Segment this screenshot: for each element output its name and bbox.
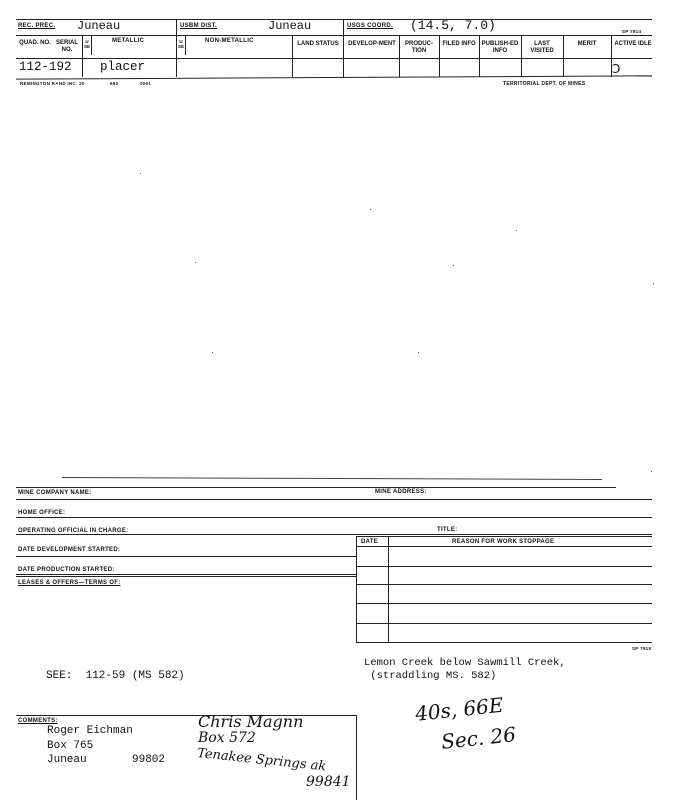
col-last-visited: LAST VISITED: [530, 41, 554, 54]
date-production-label: DATE PRODUCTION STARTED:: [18, 567, 115, 573]
rule-production-double: [16, 576, 356, 577]
handwritten-zip: 99841: [306, 774, 351, 790]
col-active-idle: ACTIVE IDLE: [614, 41, 652, 47]
col-serial-no: SERIAL NO.: [55, 40, 78, 53]
col-production: PRODUC-TION: [405, 41, 433, 54]
stoppage-rule-1: [356, 546, 652, 547]
speck: [140, 173, 141, 174]
col-divider-use2: [185, 35, 186, 55]
comment-name: Roger Eichman: [47, 725, 133, 737]
location-line-1: Lemon Creek below Sawmill Creek,: [364, 657, 566, 669]
speck: [370, 209, 371, 210]
speck: [653, 283, 654, 284]
lower-top-rule-2: [16, 487, 616, 488]
speck: [195, 262, 196, 263]
printer-code-1: 692: [110, 81, 119, 86]
mine-address-label: MINE ADDRESS:: [375, 489, 427, 495]
lower-top-rule: [62, 477, 602, 480]
speck: [516, 230, 517, 231]
rule-home-office: [16, 517, 652, 518]
stoppage-left-border: [356, 536, 357, 642]
col-divider-use1: [91, 35, 92, 55]
header-rule-2: [16, 35, 652, 36]
speck: [418, 352, 419, 353]
rule-company: [16, 499, 652, 500]
title-label: TITLE:: [437, 527, 458, 533]
rule-official: [16, 534, 652, 535]
rule-development: [16, 556, 356, 557]
col-land-status: LAND STATUS: [297, 41, 339, 47]
header-rule-3: [16, 58, 652, 59]
mine-company-name-label: MINE COMPANY NAME:: [18, 490, 92, 496]
col-development: DEVELOP-MENT: [348, 41, 396, 47]
comments-right-border: [356, 715, 357, 800]
col-non-metallic: NON-METALLIC: [205, 38, 254, 44]
stoppage-rule-6: [356, 642, 652, 643]
header-divider-2: [343, 19, 344, 77]
active-mark-icon: Ↄ: [612, 62, 621, 76]
form-number: SP 7914: [622, 29, 642, 34]
col-filed-info: FILED INFO: [442, 41, 476, 47]
date-development-label: DATE DEVELOPMENT STARTED:: [18, 547, 121, 553]
rule-production: [16, 574, 356, 575]
speck: [651, 471, 652, 472]
handwritten-township: 40s, 66E: [414, 692, 505, 726]
usbm-dist-value: Juneau: [268, 19, 312, 33]
col-divider-land: [292, 35, 293, 77]
col-divider-serial: [82, 35, 83, 77]
handwritten-name: Chris Magnn: [198, 712, 304, 731]
col-use-metallic: USE: [84, 39, 91, 49]
leases-offers-label: LEASES & OFFERS—TERMS OF:: [18, 580, 121, 586]
stoppage-rule-2: [356, 566, 652, 567]
stoppage-rule-4: [356, 603, 652, 604]
rule-official-double: [356, 536, 652, 537]
handwritten-box: Box 572: [198, 730, 256, 746]
handwritten-section: Sec. 26: [440, 722, 518, 754]
stoppage-date-divider: [388, 536, 389, 642]
speck: [212, 352, 213, 353]
handwritten-place: Tenakee Springs ak: [196, 746, 327, 775]
see-reference: SEE: 112-59 (MS 582): [46, 670, 185, 682]
operating-official-label: OPERATING OFFICIAL IN CHARGE:: [18, 528, 129, 534]
col-metallic: METALLIC: [112, 38, 145, 44]
printer-code-2: 0001: [140, 81, 152, 86]
reason-column-label: REASON FOR WORK STOPPAGE: [452, 539, 555, 545]
department-imprint: TERRITORIAL DEPT. OF MINES: [503, 81, 586, 87]
col-quad-no: QUAD. NO.: [19, 40, 51, 46]
speck: [453, 265, 454, 266]
printer-imprint: REMINGTON RAND INC. 20: [20, 81, 85, 86]
record-quad-serial: 112-192: [19, 60, 72, 74]
rec-prec-value: Juneau: [77, 19, 121, 33]
usgs-coord-value: (14.5, 7.0): [410, 18, 496, 33]
comment-zip: 99802: [132, 754, 166, 766]
location-line-2: (straddling MS. 582): [364, 670, 497, 682]
stoppage-rule-3: [356, 584, 652, 585]
comment-box: Box 765: [47, 740, 94, 752]
record-metallic: placer: [100, 60, 146, 74]
rule-comments: [16, 715, 356, 716]
rec-prec-label: REC. PREC.: [18, 23, 56, 29]
col-published-info: PUBLISH-ED INFO: [481, 41, 519, 54]
comment-city: Juneau: [47, 754, 87, 766]
home-office-label: HOME OFFICE:: [18, 510, 66, 516]
header-bottom-rule: [16, 75, 652, 79]
col-use-nonmetallic: USE: [178, 39, 185, 49]
usgs-coord-label: USGS COORD.: [347, 23, 393, 29]
usbm-dist-label: USBM DIST.: [180, 23, 218, 29]
stoppage-rule-5: [356, 623, 652, 624]
form-number-2: SP 7915: [632, 646, 652, 651]
comments-label: COMMENTS:: [18, 718, 58, 724]
header-divider-1: [176, 19, 177, 77]
col-merit: MERIT: [577, 41, 597, 47]
date-column-label: DATE: [361, 539, 379, 545]
